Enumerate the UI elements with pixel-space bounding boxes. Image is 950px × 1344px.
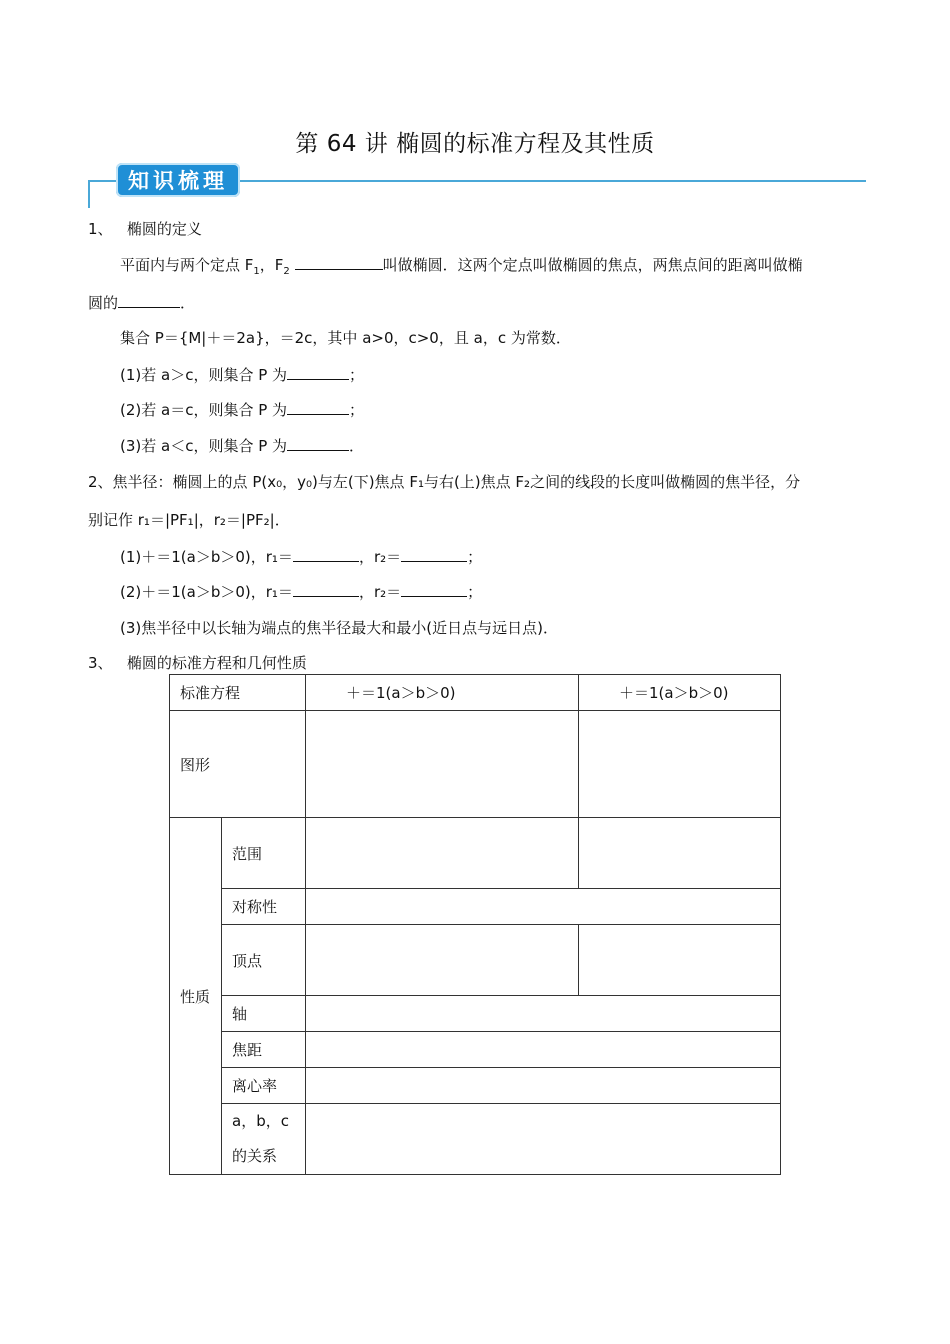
table-row	[170, 996, 781, 1032]
axis-label: 轴	[222, 996, 306, 1032]
abc-relation-line-2: 的关系	[232, 1147, 278, 1165]
item1-number: 1、	[88, 220, 113, 238]
formula-2-text-c: ；	[467, 583, 483, 601]
item1-heading	[88, 218, 202, 239]
figure-cell-vertical[interactable]	[579, 711, 781, 818]
abc-relation-line-1: a，b，c	[232, 1112, 289, 1130]
eccentricity-cell[interactable]	[306, 1068, 781, 1104]
definition-text-a: 平面内与两个定点 F	[120, 256, 254, 274]
item2-line-2: 别记作 r₁＝|PF₁|，r₂＝|PF₂|．	[88, 511, 290, 529]
figure-label: 图形	[170, 711, 306, 818]
focal-distance-cell[interactable]	[306, 1032, 781, 1068]
formula-2	[120, 581, 482, 602]
subscript-1: 1	[253, 266, 260, 277]
banner-line-left	[88, 180, 116, 182]
range-cell-vertical[interactable]	[579, 818, 781, 889]
table-row	[170, 818, 781, 889]
item1-title: 椭圆的定义	[126, 220, 202, 238]
formula-2-text-b: ，r₂＝	[358, 583, 402, 601]
answer-blank[interactable]	[118, 293, 180, 308]
question-2	[120, 399, 364, 420]
formula-1-text-c: ；	[467, 548, 483, 566]
answer-blank[interactable]	[293, 547, 359, 562]
page-title: 第 64 讲 椭圆的标准方程及其性质	[295, 131, 655, 157]
focal-radius-definition: 焦半径：椭圆上的点 P(x₀，y₀)与左(下)焦点 F₁与右(上)焦点 F₂之间的线段的长度叫做椭圆的焦半径，分	[112, 473, 801, 491]
banner-line	[238, 180, 866, 182]
properties-label: 性质	[170, 818, 222, 1175]
definition-text-c: 叫做椭圆．这两个定点叫做椭圆的焦点，两焦点间的距离叫做椭	[382, 256, 803, 274]
equation-vertical: ＋＝1(a＞b＞0)	[579, 675, 781, 711]
table-row	[170, 925, 781, 996]
item3-title: 椭圆的标准方程和几何性质	[126, 654, 307, 672]
item3-heading	[88, 652, 307, 673]
standard-equation-label: 标准方程	[170, 675, 306, 711]
formula-3: (3)焦半径中以长轴为端点的焦半径最大和最小(近日点与远日点)．	[120, 619, 558, 637]
answer-blank[interactable]	[401, 582, 467, 597]
answer-blank[interactable]	[287, 436, 349, 451]
figure-cell-horizontal[interactable]	[306, 711, 579, 818]
formula-1-text-a: (1)＋＝1(a＞b＞0)，r₁＝	[120, 548, 293, 566]
answer-blank[interactable]	[295, 255, 383, 270]
axis-cell[interactable]	[306, 996, 781, 1032]
eccentricity-label: 离心率	[222, 1068, 306, 1104]
question-3-end: ．	[349, 437, 365, 455]
question-2-end: ；	[349, 401, 365, 419]
question-3	[120, 435, 364, 456]
vertices-cell-horizontal[interactable]	[306, 925, 579, 996]
banner-line-vertical	[88, 180, 90, 208]
range-label: 范围	[222, 818, 306, 889]
table-row	[170, 889, 781, 925]
vertices-cell-vertical[interactable]	[579, 925, 781, 996]
answer-blank[interactable]	[287, 365, 349, 380]
ellipse-properties-table	[169, 674, 781, 1175]
range-cell-horizontal[interactable]	[306, 818, 579, 889]
question-2-text: (2)若 a＝c，则集合 P 为	[120, 401, 288, 419]
vertices-label: 顶点	[222, 925, 306, 996]
question-3-text: (3)若 a＜c，则集合 P 为	[120, 437, 288, 455]
table-row	[170, 711, 781, 818]
item2-number: 2、	[88, 473, 113, 491]
question-1-text: (1)若 a＞c，则集合 P 为	[120, 366, 288, 384]
item3-number: 3、	[88, 654, 113, 672]
focal-distance-label: 焦距	[222, 1032, 306, 1068]
abc-relation-label	[222, 1104, 306, 1175]
answer-blank[interactable]	[293, 582, 359, 597]
table-row	[170, 1068, 781, 1104]
answer-blank[interactable]	[287, 400, 349, 415]
section-badge: 知识梳理	[116, 163, 240, 197]
set-definition: 集合 P＝{M|＋＝2a}，＝2c，其中 a>0，c>0，且 a，c 为常数．	[120, 329, 571, 347]
item2-line-1	[88, 471, 800, 492]
section-banner	[88, 160, 866, 210]
definition-line-2	[88, 292, 195, 313]
definition-line-1	[120, 254, 803, 277]
answer-blank[interactable]	[401, 547, 467, 562]
definition-text-b: ，F	[259, 256, 284, 274]
formula-1	[120, 546, 482, 567]
question-1	[120, 364, 364, 385]
subscript-2: 2	[283, 266, 290, 277]
table-row	[170, 1104, 781, 1175]
question-1-end: ；	[349, 366, 365, 384]
formula-2-text-a: (2)＋＝1(a＞b＞0)，r₁＝	[120, 583, 293, 601]
definition-text-d: 圆的	[88, 294, 119, 312]
table-row	[170, 675, 781, 711]
symmetry-cell[interactable]	[306, 889, 781, 925]
equation-horizontal: ＋＝1(a＞b＞0)	[306, 675, 579, 711]
symmetry-label: 对称性	[222, 889, 306, 925]
formula-1-text-b: ，r₂＝	[358, 548, 402, 566]
definition-text-e: ．	[180, 294, 196, 312]
abc-relation-cell[interactable]	[306, 1104, 781, 1175]
table-row	[170, 1032, 781, 1068]
